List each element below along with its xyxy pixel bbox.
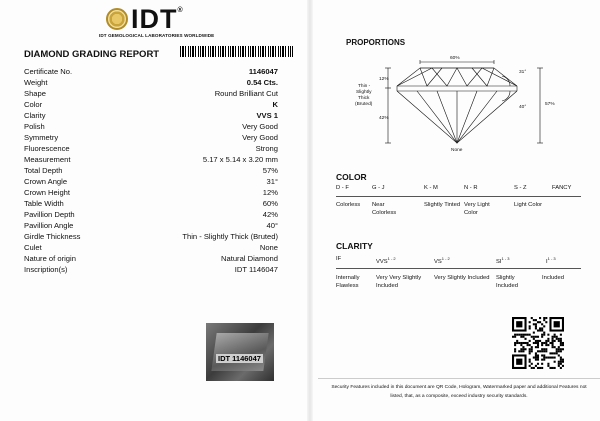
field-value: Very Good: [242, 133, 278, 142]
field-value: Round Brilliant Cut: [214, 89, 278, 98]
color-grade: K - M: [424, 185, 438, 191]
field-value: Thin - Slightly Thick (Bruted): [182, 232, 278, 241]
field-label: Shape: [24, 89, 46, 98]
clarity-grade: [434, 256, 450, 265]
report-title: DIAMOND GRADING REPORT: [24, 49, 160, 60]
field-value: 5.17 x 5.14 x 3.20 mm: [202, 155, 278, 164]
inscription-photo: [206, 323, 274, 381]
crown-height-label: 12%: [379, 77, 389, 82]
clarity-grade: [376, 256, 396, 265]
field-label: Weight: [24, 78, 48, 87]
field-label: Total Depth: [24, 166, 63, 175]
color-description: Colorless: [336, 202, 361, 208]
field-row: [24, 165, 278, 176]
field-value: Very Good: [242, 122, 278, 131]
field-label: Symmetry: [24, 133, 59, 142]
qr-code-icon: [512, 317, 564, 369]
culet-label: None: [451, 148, 463, 153]
clarity-description: Very Very Slightly Included: [376, 275, 422, 289]
field-row: [24, 154, 278, 165]
field-label: Girdle Thickness: [24, 232, 81, 241]
field-value: 57%: [262, 166, 278, 175]
field-row: [24, 209, 278, 220]
color-grade: G - J: [372, 185, 385, 191]
page-fold: [307, 0, 313, 421]
field-label: Polish: [24, 122, 45, 131]
total-depth-label: 57%: [545, 102, 555, 107]
field-label: Certificate No.: [24, 67, 73, 76]
field-row: [24, 143, 278, 154]
footer-divider: [318, 378, 600, 379]
girdle-label-1: Thin -: [358, 84, 371, 89]
clarity-grade-range: 1 - 2: [441, 256, 450, 261]
color-description: Very Light Color: [464, 202, 490, 216]
color-description: Light Color: [514, 202, 543, 208]
girdle-label-4: (Bruted): [355, 102, 373, 107]
proportions-diagram: [352, 53, 592, 163]
color-title: COLOR: [336, 172, 367, 182]
clarity-description: Very Slightly Included: [434, 275, 490, 281]
lab-subtitle: IDT GEMOLOGICAL LABORATORIES WORLDWIDE: [99, 33, 215, 38]
color-grade: D - F: [336, 185, 349, 191]
color-grade-row: [336, 185, 581, 194]
field-value: 31°: [266, 177, 278, 186]
proportions-title: PROPORTIONS: [346, 38, 406, 47]
girdle-label-3: Thick: [358, 96, 370, 101]
clarity-description: Internally Flawless: [336, 275, 360, 289]
field-row: [24, 187, 278, 198]
field-value: 60%: [262, 199, 278, 208]
logo-text: IDT®: [131, 4, 184, 34]
field-value: K: [272, 100, 278, 109]
clarity-grade: [546, 256, 556, 265]
field-value: IDT 1146047: [234, 265, 278, 274]
security-footer: Security Features included in this document are QR Code, Hologram, Watermarked paper and additional Features not listed, that, as a composite, exceed industry security standards.: [331, 385, 587, 399]
field-row: [24, 110, 278, 121]
table-width-label: 60%: [450, 56, 460, 61]
clarity-grade-range: 1 - 3: [501, 256, 510, 261]
color-scale-line: [336, 196, 581, 197]
field-row: [24, 132, 278, 143]
gold-seal-icon: [106, 8, 128, 30]
field-label: Measurement: [24, 155, 71, 164]
girdle-label-2: Slightly: [356, 90, 372, 95]
clarity-description: Slightly Included: [496, 275, 518, 289]
field-label: Nature of origin: [24, 254, 76, 263]
field-label: Fluorescence: [24, 144, 70, 153]
field-row: [24, 99, 278, 110]
clarity-grade-range: 1 - 2: [387, 256, 396, 261]
barcode: [180, 46, 293, 57]
field-row: [24, 121, 278, 132]
field-label: Color: [24, 100, 43, 109]
field-value: Strong: [255, 144, 278, 153]
field-row: [24, 253, 278, 264]
color-description: Near Colorless: [372, 202, 397, 216]
clarity-grade-base: SI: [496, 258, 502, 265]
clarity-grade-row: [336, 256, 581, 265]
field-label: Table Width: [24, 199, 64, 208]
field-label: Pavillion Depth: [24, 210, 75, 219]
clarity-grade-base: IF: [336, 256, 342, 262]
clarity-grade-base: VS: [434, 258, 442, 265]
field-row: [24, 198, 278, 209]
clarity-grade: [496, 256, 510, 265]
field-label: Pavillion Angle: [24, 221, 74, 230]
crown-angle-label: 31°: [519, 70, 527, 75]
field-label: Inscription(s): [24, 265, 68, 274]
color-grade: N - R: [464, 185, 478, 191]
field-value: 40°: [266, 221, 278, 230]
clarity-grade: [336, 256, 341, 262]
field-row: [24, 264, 278, 275]
field-value: 12%: [262, 188, 278, 197]
clarity-title: CLARITY: [336, 241, 373, 251]
idt-logo: [106, 6, 184, 32]
clarity-grade-base: I: [546, 258, 548, 265]
field-value: 1146047: [248, 67, 278, 76]
color-grade: FANCY: [552, 185, 572, 191]
color-description: Slightly Tinted: [424, 202, 461, 208]
field-value: None: [259, 243, 278, 252]
clarity-description: Included: [542, 275, 564, 281]
field-row: [24, 176, 278, 187]
pavilion-angle-label: 40°: [519, 105, 527, 110]
field-value: VVS 1: [256, 111, 278, 120]
field-label: Culet: [24, 243, 42, 252]
field-label: Crown Angle: [24, 177, 68, 186]
field-row: [24, 220, 278, 231]
field-value: Natural Diamond: [221, 254, 278, 263]
clarity-scale-line: [336, 268, 581, 269]
field-row: [24, 231, 278, 242]
inscription-photo-text: IDT 1146047: [218, 354, 261, 363]
clarity-grade-base: VVS: [376, 258, 388, 265]
field-label: Crown Height: [24, 188, 71, 197]
pavilion-depth-label: 42%: [379, 116, 389, 121]
field-value: 0.54 Cts.: [246, 78, 278, 87]
color-grade: S - Z: [514, 185, 527, 191]
clarity-grade-range: 1 - 3: [547, 256, 556, 261]
field-value: 42%: [262, 210, 278, 219]
field-row: [24, 66, 278, 77]
field-row: [24, 88, 278, 99]
diamond-girdle-image: [211, 333, 268, 371]
field-row: [24, 242, 278, 253]
field-label: Clarity: [24, 111, 46, 120]
field-row: [24, 77, 278, 88]
